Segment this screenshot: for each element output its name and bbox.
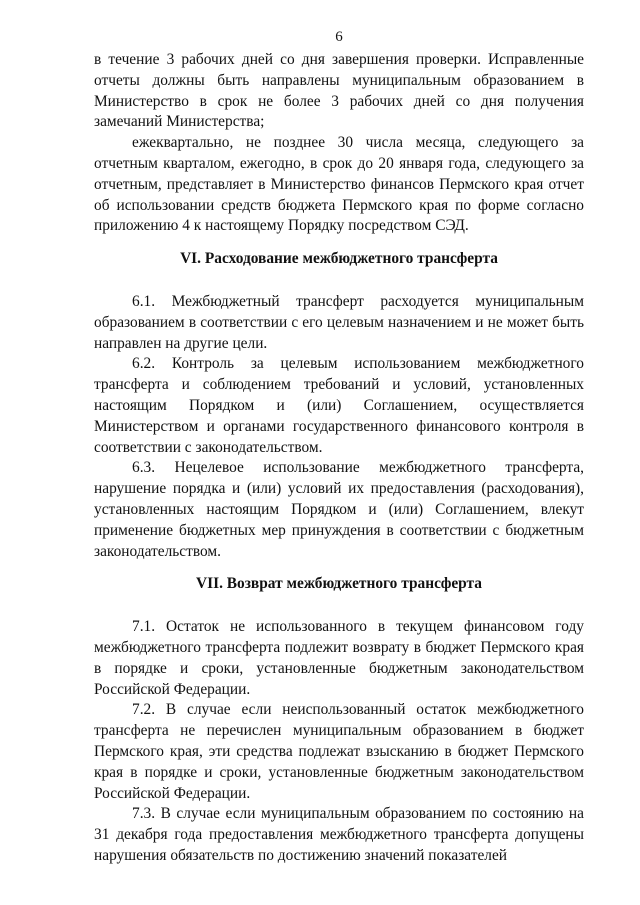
paragraph-report-corrections: в течение 3 рабочих дней со дня завершения проверки. Исправленные отчеты должны быть направлены муниципальным образованием в Министерство в срок не более 3 рабочих дней со дня получения замечаний Министерства;	[94, 51, 584, 131]
paragraph-7-1: 7.1. Остаток не использованного в текущем финансовом году межбюджетного трансферта подлежит возврату в бюджет Пермского края в порядке и сроки, установленные бюджетным законодательством Российской Федерации.	[94, 618, 584, 698]
paragraph-7-3: 7.3. В случае если муниципальным образованием по состоянию на 31 декабря года предоставления межбюджетного трансферта допущены нарушения обязательств по достижению значений показателей	[94, 805, 584, 864]
paragraph-7-2: 7.2. В случае если неиспользованный остаток межбюджетного трансферта не перечислен муниципальным образованием в бюджет Пермского края, эти средства подлежат взысканию в бюджет Пермского края в порядке и сроки, установленные бюджетным законодательством Российской Федерации.	[94, 701, 584, 802]
paragraph-6-1: 6.1. Межбюджетный трансферт расходуется муниципальным образованием в соответствии с его целевым назначением и не может быть направлен на другие цели.	[94, 292, 584, 352]
paragraph-6-2: 6.2. Контроль за целевым использованием межбюджетного трансферта и соблюдением требований и условий, установленных настоящим Порядком и (или) Соглашением, осуществляется Министерством и органами государственного финансового контроля в соответствии с законодательством.	[94, 355, 584, 456]
section-title-vi: VI. Расходование межбюджетного трансферта	[180, 250, 498, 268]
paragraph-quarterly-report: ежеквартально, не позднее 30 числа месяца, следующего за отчетным кварталом, ежегодно, в срок до 20 января года, следующего за отчетным, представляет в Министерство финансов Пермского края отчет об использовании средств бюджета Пермского края по форме согласно приложению 4 к настоящему Порядку посредством СЭД.	[94, 134, 584, 235]
paragraph-6-3: 6.3. Нецелевое использование межбюджетного трансферта, нарушение порядка и (или) условий их предоставления (расходования), установленных настоящим Порядком и (или) Соглашением, влекут применение бюджетных мер принуждения в соответствии с бюджетным законодательством.	[94, 459, 584, 560]
section-title-vii: VII. Возврат межбюджетного трансферта	[196, 575, 482, 593]
document-body	[94, 50, 584, 867]
page-number: 6	[335, 29, 343, 45]
